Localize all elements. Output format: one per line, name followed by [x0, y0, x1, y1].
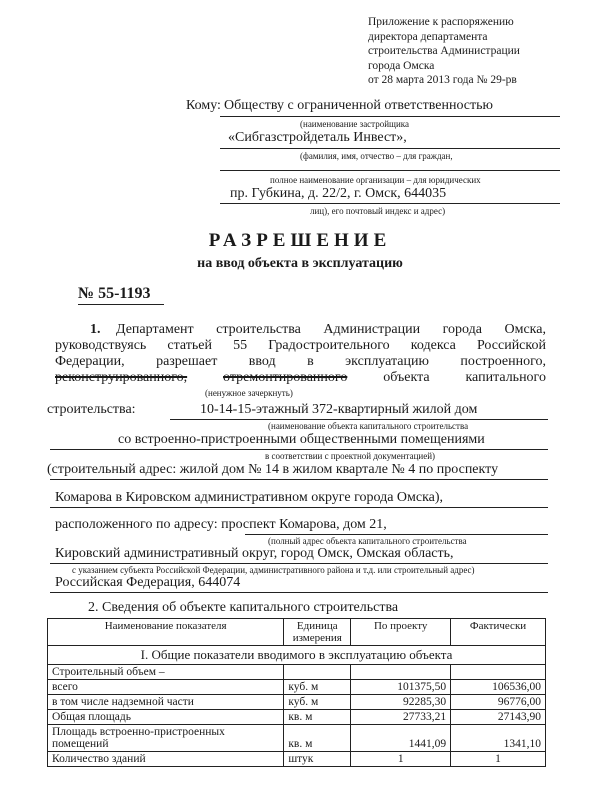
section2-title: 2. Сведения об объекте капитального строительства [88, 600, 399, 615]
underline [50, 507, 548, 508]
section1-line3 [55, 354, 546, 370]
cell-unit: кв. м [284, 725, 351, 752]
cell-fact: 106536,00 [451, 680, 546, 695]
word: эксплуатацию [345, 354, 429, 369]
cell-fact [451, 665, 546, 680]
object-name-2: со встроенно-пристроенными общественными помещениями [118, 432, 485, 447]
appendix-line: от 28 марта 2013 года № 29-рв [368, 74, 517, 86]
appendix-block [368, 15, 593, 88]
appendix-line: Приложение к распоряжению [368, 16, 514, 28]
struck-word: отремонтированного [223, 370, 348, 385]
appendix-line: строительства Администрации [368, 45, 520, 57]
underline [220, 203, 560, 204]
word: города [442, 322, 482, 337]
table-row [48, 710, 546, 725]
cell-name: всего [48, 680, 284, 695]
word: 55 [233, 338, 248, 353]
underline [220, 170, 560, 171]
located-address: расположенного по адресу: проспект Комарова, дом 21, [55, 517, 387, 532]
word: Российской [476, 338, 546, 353]
hint-fullname: полное наименование организации – для юридических [270, 175, 481, 185]
cell-plan: 92285,30 [351, 695, 451, 710]
underline [50, 479, 548, 480]
underline [245, 534, 548, 535]
header-cell: Единица измерения [284, 619, 351, 646]
cell-fact: 96776,00 [451, 695, 546, 710]
word: разрешает [156, 354, 218, 369]
build-address-1: (строительный адрес: жилой дом № 14 в жилом квартале № 4 по проспекту [47, 462, 499, 477]
section1-line1 [116, 322, 546, 338]
hint-full-address: (полный адрес объекта капитального строительства [268, 536, 467, 546]
info-table [47, 618, 546, 767]
word: Омска, [504, 322, 546, 337]
cell-name: Строительный объем – [48, 665, 284, 680]
cell-name: Площадь встроенно-пристроенных помещений [48, 725, 284, 752]
cell-plan [351, 665, 451, 680]
object-name: 10-14-15-этажный 372-квартирный жилой дом [200, 402, 478, 417]
hint-object: (наименование объекта капитального строительства [268, 421, 469, 431]
country: Российская Федерация, 644074 [55, 575, 241, 590]
document-number: № 55-1193 [78, 285, 151, 302]
cell-fact: 27143,90 [451, 710, 546, 725]
cell-name: Общая площадь [48, 710, 284, 725]
underline [220, 148, 560, 149]
document-subtitle: на ввод объекта в эксплуатацию [197, 256, 403, 271]
appendix-line: директора департамента [368, 30, 488, 43]
cell-plan: 101375,50 [351, 680, 451, 695]
word: кодекса [410, 338, 456, 353]
word: Федерации, [55, 354, 125, 369]
group-title: I. Общие показатели вводимого в эксплуатацию объекта [48, 646, 546, 665]
hint-address: лиц), его почтовый индекс и адрес) [310, 206, 446, 216]
underline [50, 592, 548, 593]
table-header-row [48, 619, 546, 646]
appendix-line: города Омска [368, 59, 435, 72]
word: Администрации [323, 322, 421, 337]
word: строительства [216, 322, 301, 337]
hint-developer: (наименование застройщика [300, 119, 410, 129]
construction-label: строительства: [47, 402, 136, 417]
document-title: РАЗРЕШЕНИЕ [208, 230, 392, 251]
word: объекта [383, 370, 430, 385]
cell-unit: куб. м [284, 680, 351, 695]
table-row [48, 695, 546, 710]
word: руководствуясь [55, 338, 147, 353]
underline [170, 419, 548, 420]
underline [78, 304, 164, 305]
section1-number: 1. [90, 322, 101, 337]
hint-strike: (ненужное зачеркнуть) [205, 388, 293, 398]
word: Градостроительного [268, 338, 390, 353]
build-address-2: Комарова в Кировском административном округе города Омска), [55, 490, 444, 505]
word: статьей [167, 338, 212, 353]
section1-line4 [55, 370, 546, 386]
hint-project: в соответствии с проектной документацией) [265, 451, 436, 461]
cell-plan: 1 [351, 752, 451, 767]
cell-plan: 27733,21 [351, 710, 451, 725]
cell-fact: 1341,10 [451, 725, 546, 752]
word: ввод [248, 354, 276, 369]
underline [50, 449, 548, 450]
header-cell: Наименование показателя [48, 619, 284, 646]
recipient-address: пр. Губкина, д. 22/2, г. Омск, 644035 [230, 186, 447, 201]
cell-name: в том числе надземной части [48, 695, 284, 710]
table-row [48, 725, 546, 752]
struck-word: реконструированного, [55, 370, 188, 385]
cell-fact: 1 [451, 752, 546, 767]
cell-unit: кв. м [284, 710, 351, 725]
to-label: Кому: [186, 98, 221, 113]
cell-unit [284, 665, 351, 680]
recipient-org-type: Обществу с ограниченной ответственностью [224, 98, 493, 113]
table-row [48, 680, 546, 695]
header-cell: Фактически [451, 619, 546, 646]
cell-plan: 1441,09 [351, 725, 451, 752]
word: построенного, [460, 354, 546, 369]
word: капитального [465, 370, 546, 385]
cell-unit: штук [284, 752, 351, 767]
table-row [48, 665, 546, 680]
hint-fio: (фамилия, имя, отчество – для граждан, [300, 151, 453, 161]
hint-subject: с указанием субъекта Российской Федерации, административного района и т.д. или строительный адрес) [72, 565, 475, 575]
cell-name: Количество зданий [48, 752, 284, 767]
table-row [48, 752, 546, 767]
word: в [307, 354, 314, 369]
underline [50, 563, 548, 564]
district: Кировский административный округ, город Омск, Омская область, [55, 546, 454, 561]
header-cell: По проекту [351, 619, 451, 646]
word: Департамент [116, 322, 194, 337]
recipient-org-name: «Сибгазстройдеталь Инвест», [228, 130, 407, 145]
section1-line2 [55, 338, 546, 354]
cell-unit: куб. м [284, 695, 351, 710]
underline [220, 116, 560, 117]
table-group-row [48, 646, 546, 665]
